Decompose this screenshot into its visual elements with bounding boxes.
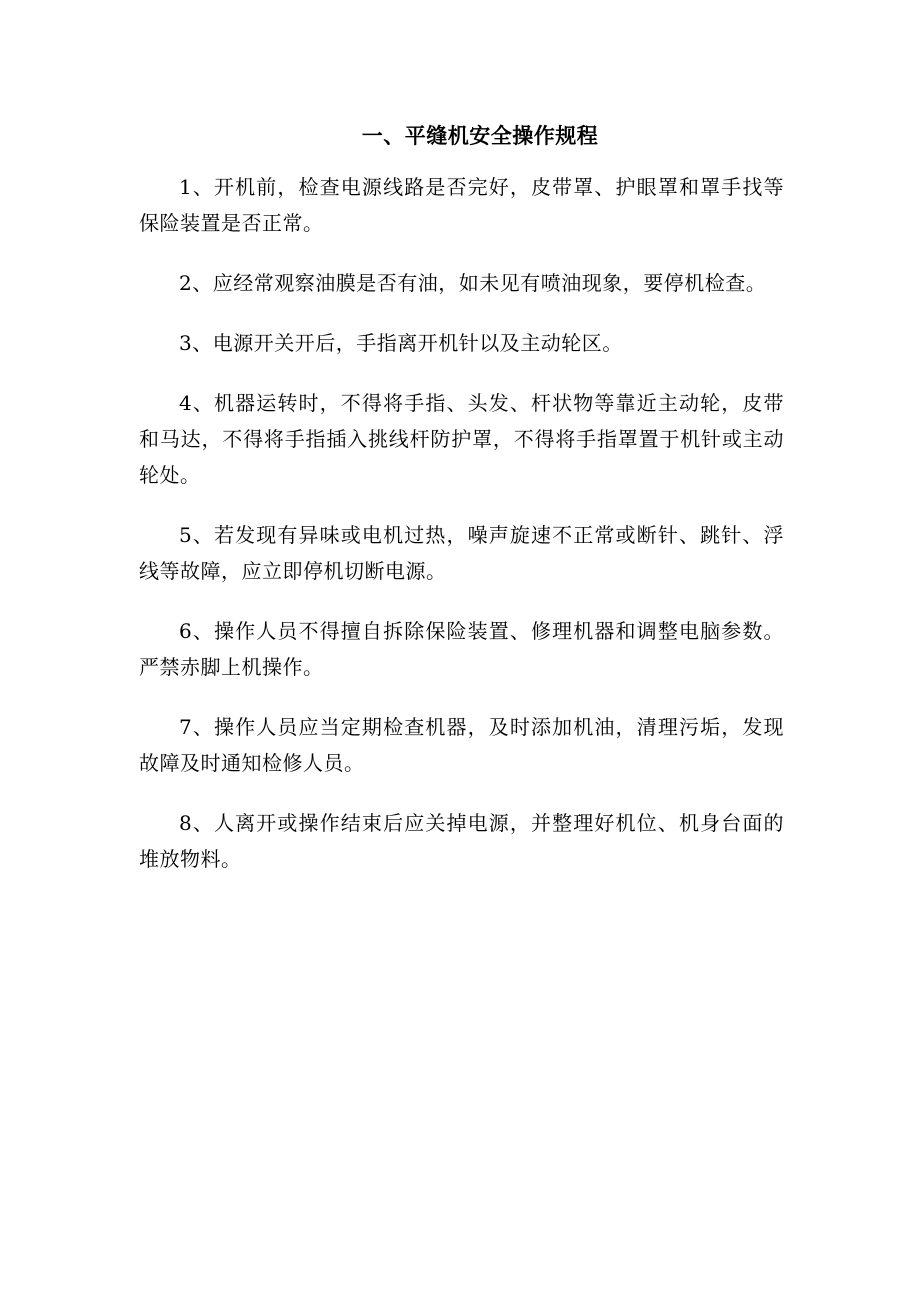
document-body <box>139 169 784 901</box>
rule-paragraph-8: 8、人离开或操作结束后应关掉电源，并整理好机位、机身台面的堆放物料。 <box>139 811 784 871</box>
rule-paragraph-2: 2、应经常观察油膜是否有油，如未见有喷油现象，要停机检查。 <box>179 271 767 295</box>
rule-paragraph-6: 6、操作人员不得擅自拆除保险装置、修理机器和调整电脑参数。严禁赤脚上机操作。 <box>139 619 784 679</box>
document-title: 一、平缝机安全操作规程 <box>361 123 599 148</box>
rule-paragraph-1: 1、开机前，检查电源线路是否完好，皮带罩、护眼罩和罩手找等保险装置是否正常。 <box>139 175 784 235</box>
rule-paragraph-7: 7、操作人员应当定期检查机器，及时添加机油，清理污垢，发现故障及时通知检修人员。 <box>139 715 784 775</box>
rule-paragraph-4: 4、机器运转时，不得将手指、头发、杆状物等靠近主动轮，皮带和马达，不得将手指插入挑线杆防护罩，不得将手指罩置于机针或主动轮处。 <box>139 391 784 487</box>
rule-paragraph-5: 5、若发现有异味或电机过热，噪声旋速不正常或断针、跳针、浮线等故障，应立即停机切断电源。 <box>139 523 784 583</box>
rule-paragraph-3: 3、电源开关开后，手指离开机针以及主动轮区。 <box>179 331 623 355</box>
